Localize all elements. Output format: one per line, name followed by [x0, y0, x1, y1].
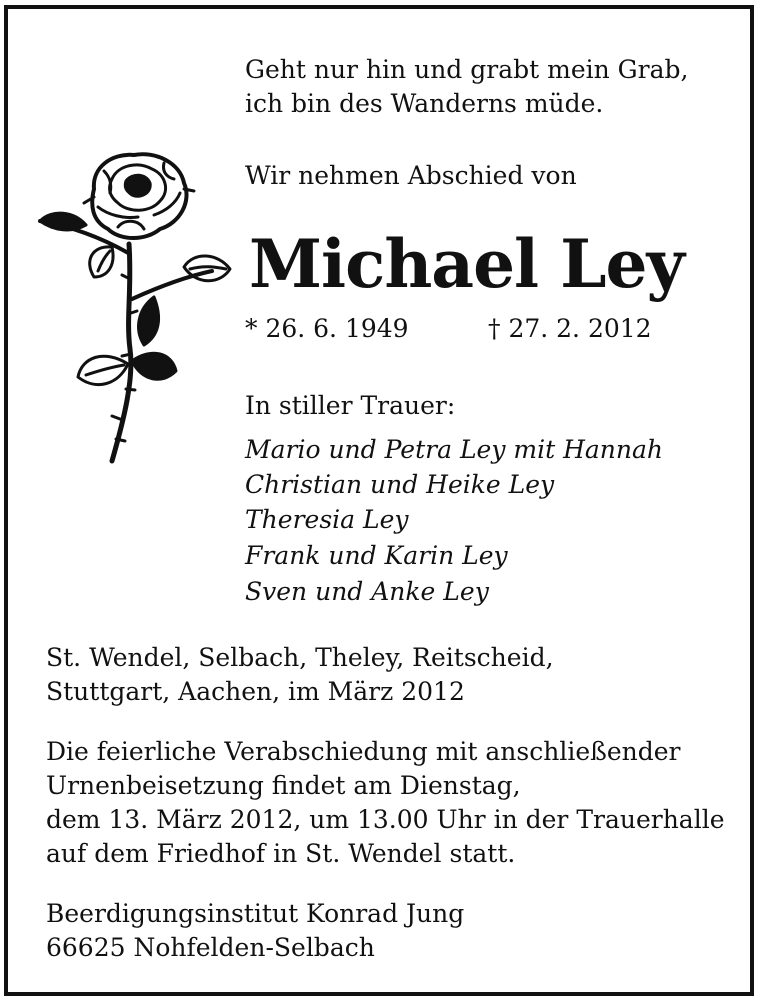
places-line-2: Stuttgart, Aachen, im März 2012 — [46, 677, 465, 706]
mourner-name: Frank und Karin Ley — [245, 541, 508, 570]
verse-line-2: ich bin des Wanderns müde. — [245, 89, 604, 118]
ceremony-line-1: Die feierliche Verabschiedung mit anschließender — [46, 737, 681, 766]
birth-date: * 26. 6. 1949 — [245, 314, 409, 343]
places-line-1: St. Wendel, Selbach, Theley, Reitscheid, — [46, 643, 554, 672]
rose-icon — [34, 149, 234, 469]
intro-text: Wir nehmen Abschied von — [245, 161, 577, 190]
verse-line-1: Geht nur hin und grabt mein Grab, — [245, 55, 689, 84]
mourners-heading: In stiller Trauer: — [245, 391, 456, 420]
ceremony-line-2: Urnenbeisetzung findet am Dienstag, — [46, 771, 521, 800]
ceremony-line-3: dem 13. März 2012, um 13.00 Uhr in der Trauerhalle — [46, 805, 725, 834]
death-date: † 27. 2. 2012 — [488, 314, 652, 343]
mourner-name: Sven und Anke Ley — [245, 577, 489, 606]
undertaker-address: 66625 Nohfelden-Selbach — [46, 933, 375, 962]
deceased-name: Michael Ley — [249, 225, 684, 303]
undertaker-name: Beerdigungsinstitut Konrad Jung — [46, 899, 465, 928]
mourner-name: Theresia Ley — [245, 505, 409, 534]
ceremony-line-4: auf dem Friedhof in St. Wendel statt. — [46, 839, 516, 868]
mourner-name: Christian und Heike Ley — [245, 470, 555, 499]
mourner-name: Mario und Petra Ley mit Hannah — [245, 435, 664, 464]
obituary-notice — [4, 5, 754, 996]
